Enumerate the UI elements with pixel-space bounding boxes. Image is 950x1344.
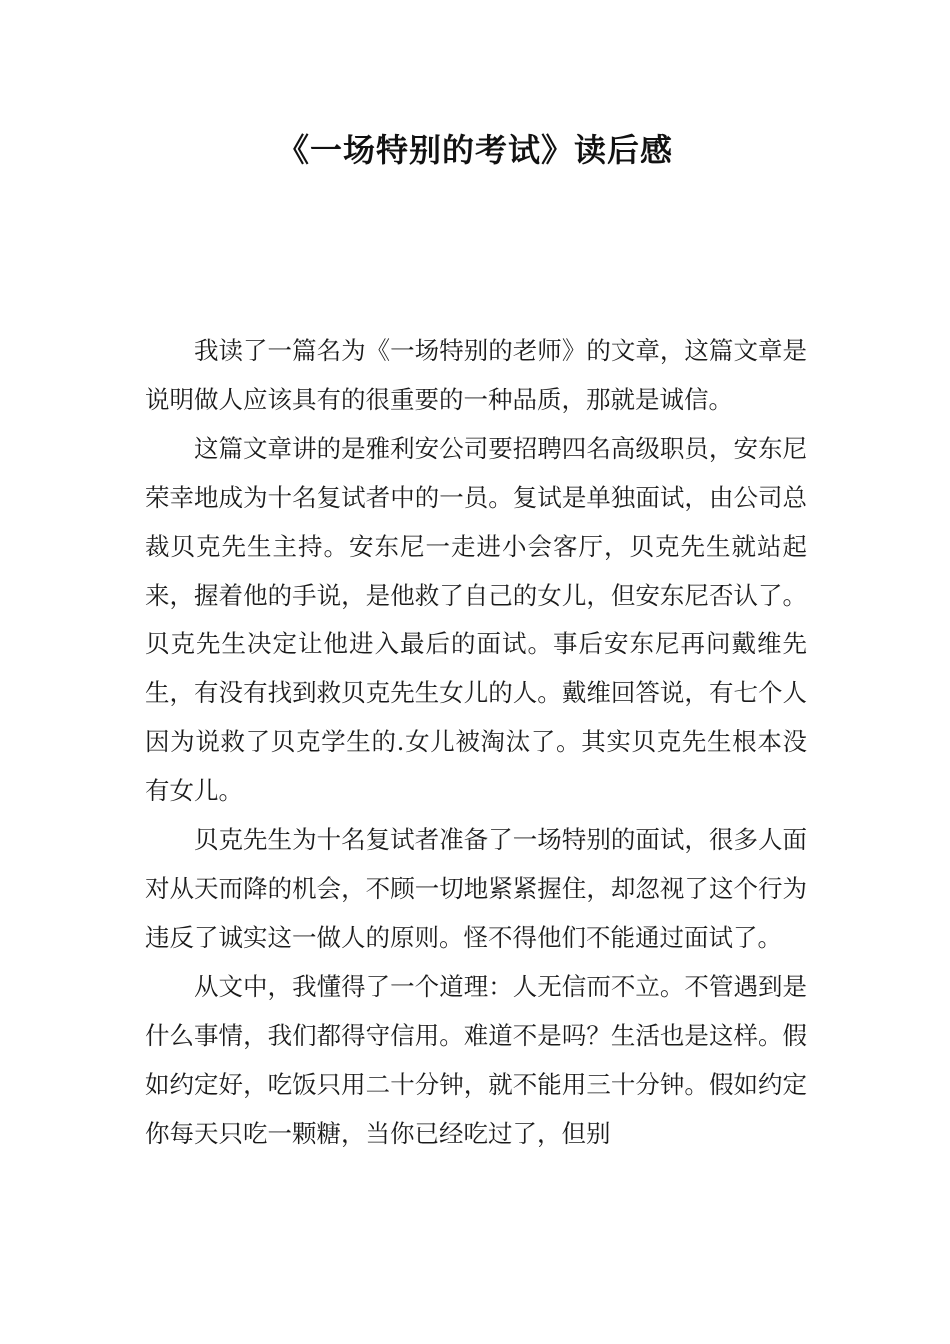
document-body — [145, 327, 807, 1158]
document-title: 《一场特别的考试》读后感 — [276, 131, 673, 169]
paragraph-3: 贝克先生为十名复试者准备了一场特别的面试，很多人面对从天而降的机会，不顾一切地紧紧握住，却忽视了这个行为违反了诚实这一做人的原则。怪不得他们不能通过面试了。 — [145, 825, 807, 952]
paragraph-1: 我读了一篇名为《一场特别的老师》的文章，这篇文章是说明做人应该具有的很重要的一种品质，那就是诚信。 — [145, 336, 807, 414]
paragraph-4: 从文中，我懂得了一个道理：人无信而不立。不管遇到是什么事情，我们都得守信用。难道不是吗？生活也是这样。假如约定好，吃饭只用二十分钟，就不能用三十分钟。假如约定你每天只吃一颗糖，当你已经吃过了，但别 — [145, 971, 807, 1148]
paragraph-2: 这篇文章讲的是雅利安公司要招聘四名高级职员，安东尼荣幸地成为十名复试者中的一员。复试是单独面试，由公司总裁贝克先生主持。安东尼一走进小会客厅，贝克先生就站起来，握着他的手说，是他救了自己的女儿，但安东尼否认了。贝克先生决定让他进入最后的面试。事后安东尼再问戴维先生，有没有找到救贝克先生女儿的人。戴维回答说，有七个人因为说救了贝克学生的.女儿被淘汰了。其实贝克先生根本没有女儿。 — [145, 433, 807, 806]
